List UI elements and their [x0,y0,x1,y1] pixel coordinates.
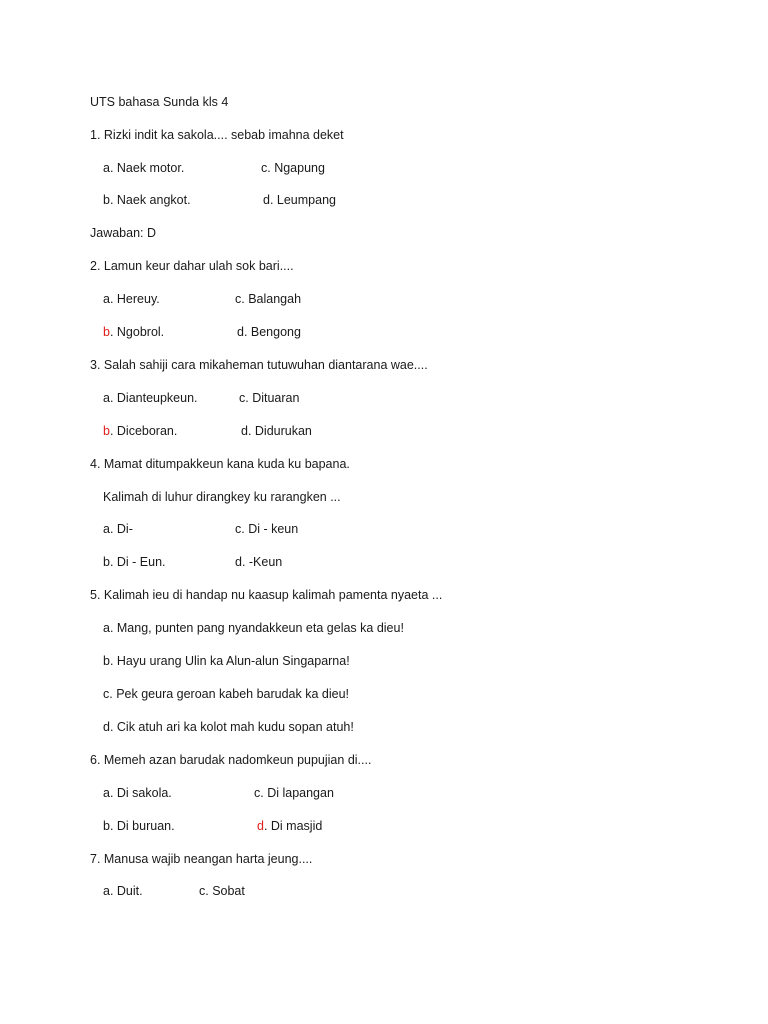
question-3-option-b [103,423,177,439]
question-4-text-2: Kalimah di luhur dirangkey ku rarangken ... [103,490,341,504]
question-2-option-b [103,324,164,340]
question-5-option-a: a. Mang, punten pang nyandakkeun eta gelas ka dieu! [103,621,404,635]
question-3-option-d: d. Didurukan [241,424,312,438]
question-4-text: 4. Mamat ditumpakkeun kana kuda ku bapana. [90,457,350,471]
question-1-answer: Jawaban: D [90,226,157,240]
question-7-text: 7. Manusa wajib neangan harta jeung.... [90,852,313,866]
question-6-option-c: c. Di lapangan [254,786,334,800]
question-6-option-d-text: . Di masjid [263,819,323,833]
question-3-option-b-text: . Diceboran. [109,424,178,438]
question-4-option-c: c. Di - keun [235,522,299,536]
question-3-text: 3. Salah sahiji cara mikaheman tutuwuhan diantarana wae.... [90,358,428,372]
question-3-option-c: c. Dituaran [239,391,300,405]
question-1-option-b: b. Naek angkot. [103,193,191,207]
question-4-option-b: b. Di - Eun. [103,555,166,569]
question-6-option-a: a. Di sakola. [103,786,172,800]
question-5-text: 5. Kalimah ieu di handap nu kaasup kalimah pamenta nyaeta ... [90,588,443,602]
question-5-option-b: b. Hayu urang Ulin ka Alun-alun Singaparna! [103,654,350,668]
question-1-option-d: d. Leumpang [263,193,336,207]
answer-marker: b [103,424,110,438]
question-4-option-d: d. -Keun [235,555,283,569]
question-2-option-d: d. Bengong [237,325,301,339]
question-5-option-d: d. Cik atuh ari ka kolot mah kudu sopan atuh! [103,720,354,734]
question-2-option-b-text: . Ngobrol. [109,325,165,339]
question-7-option-c: c. Sobat [199,884,245,898]
document-title: UTS bahasa Sunda kls 4 [90,95,229,109]
answer-marker: b [103,325,110,339]
question-2-option-a: a. Hereuy. [103,292,160,306]
question-1-text: 1. Rizki indit ka sakola.... sebab imahna deket [90,128,344,142]
question-2-option-c: c. Balangah [235,292,302,306]
question-1-option-a: a. Naek motor. [103,161,185,175]
question-4-option-a: a. Di- [103,522,133,536]
question-7-option-a: a. Duit. [103,884,143,898]
question-3-option-a: a. Dianteupkeun. [103,391,198,405]
question-5-option-c: c. Pek geura geroan kabeh barudak ka dieu! [103,687,350,701]
question-1-option-c: c. Ngapung [261,161,325,175]
answer-marker: d [257,819,264,833]
question-6-option-b: b. Di buruan. [103,819,175,833]
question-6-text: 6. Memeh azan barudak nadomkeun pupujian di.... [90,753,372,767]
question-6-option-d [257,818,322,834]
question-2-text: 2. Lamun keur dahar ulah sok bari.... [90,259,294,273]
